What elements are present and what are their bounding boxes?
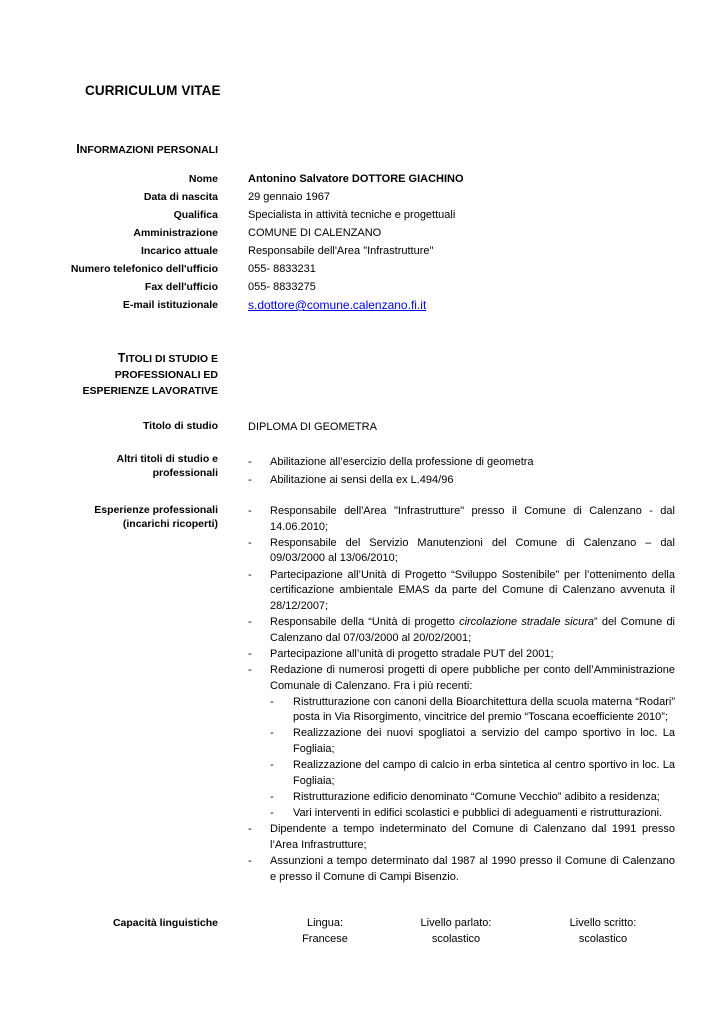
info-label: E-mail istituzionale bbox=[122, 299, 218, 311]
info-label: Qualifica bbox=[173, 209, 218, 221]
info-value: 055- 8833231 bbox=[248, 263, 316, 275]
heading-line: ESPERIENZE LAVORATIVE bbox=[82, 385, 218, 397]
info-label: Amministrazione bbox=[133, 227, 218, 239]
list-item: - Partecipazione all’unità di progetto stradale PUT del 2001; bbox=[248, 647, 675, 663]
heading-initial: I bbox=[76, 142, 80, 156]
sub-list-item: - Realizzazione dei nuovi spogliatoi a servizio del campo sportivo in loc. La Fogliaia; bbox=[270, 726, 675, 757]
list-item: - Assunzioni a tempo determinato dal 1987 al 1990 presso il Comune di Calenzano e presso il Comune di Campi Bisenzio. bbox=[248, 854, 675, 885]
titolo-studio-value: DIPLOMA DI GEOMETRA bbox=[248, 421, 377, 433]
info-row-nome bbox=[0, 173, 724, 191]
lang-value: scolastico bbox=[578, 932, 628, 945]
sub-list-item: - Ristrutturazione edificio denominato “Comune Vecchio” adibito a residenza; bbox=[270, 790, 675, 806]
info-label: Data di nascita bbox=[143, 191, 218, 203]
info-label: Numero telefonico dell'ufficio bbox=[70, 263, 218, 275]
list-item bbox=[248, 663, 675, 822]
sub-list-item: - Vari interventi in edifici scolastici e pubblici di adeguamenti e ristrutturazioni. bbox=[270, 806, 675, 822]
info-row-data-nascita bbox=[0, 191, 724, 209]
info-value: Antonino Salvatore DOTTORE GIACHINO bbox=[248, 173, 464, 185]
email-link[interactable]: s.dottore@comune.calenzano.fi.it bbox=[248, 298, 427, 312]
sub-list-item: - Realizzazione del campo di calcio in erba sintetica al centro sportivo in loc. La Fogliaia; bbox=[270, 758, 675, 789]
lang-head: Livello parlato: bbox=[420, 917, 492, 929]
info-row-qualifica bbox=[0, 209, 724, 227]
heading-line: PROFESSIONALI ED bbox=[114, 369, 218, 381]
info-row-amministrazione bbox=[0, 227, 724, 245]
label-line: Altri titoli di studio e bbox=[116, 453, 218, 465]
lang-col-parlato bbox=[406, 916, 506, 947]
lang-value: scolastico bbox=[431, 932, 481, 945]
info-row-email bbox=[0, 299, 724, 317]
lang-col-lingua bbox=[290, 916, 360, 947]
lang-col-scritto bbox=[555, 916, 651, 947]
lang-head: Livello scritto: bbox=[569, 917, 637, 929]
heading-initial: T bbox=[117, 351, 126, 365]
list-item: - Responsabile del Servizio Manutenzioni del Comune di Calenzano – dal 09/03/2000 al 13/06/2010; bbox=[248, 536, 675, 567]
cv-title: CURRICULUM VITAE bbox=[85, 83, 221, 98]
list-item: - Partecipazione all’Unità di Progetto “Sviluppo Sostenibile” per l’ottenimento della certificazione ambientale EMAS da parte del Comune di Calenzano avvenuta il 28/12/2007; bbox=[248, 568, 675, 615]
info-row-fax bbox=[0, 281, 724, 299]
heading-rest: NFORMAZIONI PERSONALI bbox=[79, 144, 218, 156]
info-value: Specialista in attività tecniche e progettuali bbox=[248, 209, 456, 221]
altri-titoli-label bbox=[18, 452, 218, 480]
heading-line bbox=[18, 350, 218, 367]
info-value: 29 gennaio 1967 bbox=[248, 191, 330, 203]
info-value: Responsabile dell'Area "Infrastrutture" bbox=[248, 245, 434, 257]
list-item: - Abilitazione all’esercizio della professione di geometra bbox=[248, 454, 675, 471]
esperienze-list bbox=[248, 504, 675, 886]
sub-list-item: - Ristrutturazione con canoni della Bioarchitettura della scuola materna “Rodari” posta in Via Risorgimento, vincitrice del premio “Toscana ecoefficiente 2010”; bbox=[270, 695, 675, 726]
list-item: - Dipendente a tempo indeterminato del Comune di Calenzano dal 1991 presso l’Area Infrastrutture; bbox=[248, 822, 675, 853]
redazione-intro: - Redazione di numerosi progetti di opere pubbliche per conto dell’Amministrazione Comunale di Calenzano. Fra i più recenti: bbox=[270, 663, 675, 692]
info-label: Nome bbox=[188, 173, 218, 185]
info-row-incarico bbox=[0, 245, 724, 263]
redazione-sublist bbox=[270, 695, 675, 822]
info-value: 055- 8833275 bbox=[248, 281, 316, 293]
list-item: - Abilitazione ai sensi della ex L.494/96 bbox=[248, 472, 675, 489]
lang-value: Francese bbox=[302, 932, 348, 945]
label-line: Esperienze professionali bbox=[94, 504, 218, 516]
info-label: Fax dell'ufficio bbox=[144, 281, 218, 293]
section-heading-studies bbox=[18, 350, 218, 399]
lingue-label: Capacità linguistiche bbox=[112, 917, 218, 929]
label-line: (incarichi ricoperti) bbox=[122, 518, 218, 530]
label-line: professionali bbox=[152, 467, 218, 479]
text-run: ” del Comune di Calenzano dal 07/03/2000 al 20/02/2001; bbox=[270, 615, 675, 644]
list-item: - Responsabile dell'Area "Infrastrutture" presso il Comune di Calenzano - dal 14.06.2010; bbox=[248, 504, 675, 535]
esperienze-label bbox=[18, 503, 218, 531]
lang-head: Lingua: bbox=[306, 917, 344, 929]
info-label: Incarico attuale bbox=[140, 245, 218, 257]
info-value: COMUNE DI CALENZANO bbox=[248, 227, 382, 239]
heading-rest: ITOLI DI STUDIO E bbox=[125, 353, 218, 365]
text-run: Responsabile della “Unità di progetto bbox=[270, 615, 460, 628]
italic-run: circolazione stradale sicura bbox=[459, 615, 594, 628]
info-row-telefono bbox=[0, 263, 724, 281]
section-heading-personal bbox=[18, 141, 218, 158]
altri-titoli-list bbox=[248, 454, 675, 489]
list-item bbox=[248, 615, 675, 646]
titolo-studio-label: Titolo di studio bbox=[142, 420, 218, 432]
